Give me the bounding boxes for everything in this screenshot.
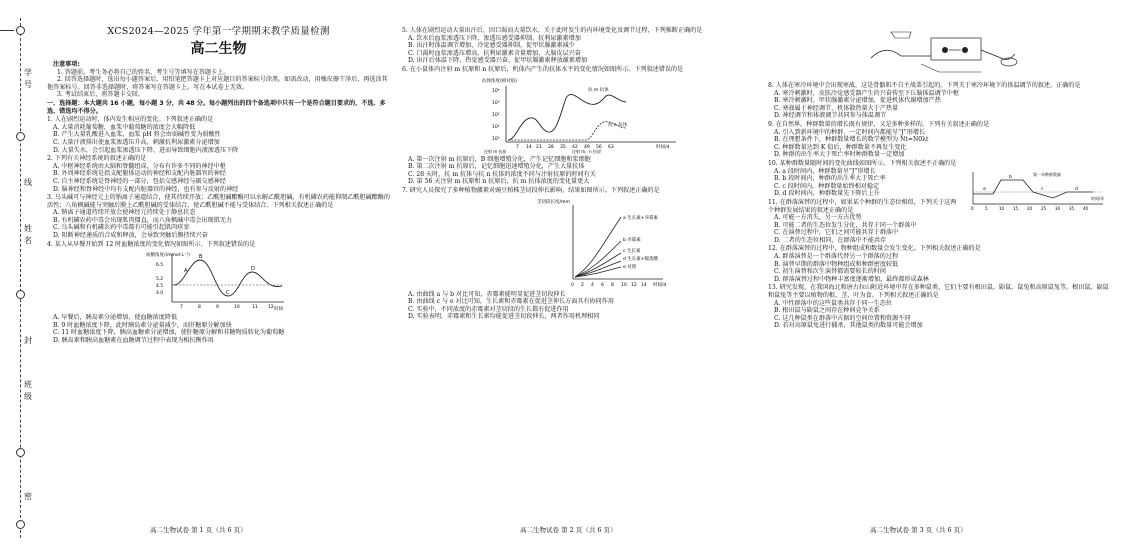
question-stem: 11. 在群落演替的过程中，如果某个种群的生态位相似，下列关于这两个种群发展结果的叙述正确的是	[768, 198, 957, 214]
neuron-body	[962, 47, 968, 53]
binding-label: 班	[24, 380, 32, 389]
binding-label: 姓	[24, 224, 32, 233]
exam-header: XCS2024—2025 学年第一学期期末教学质量检测	[107, 26, 330, 37]
y-tick-label: 5.2	[155, 277, 163, 283]
option-d: D. 若对高原鼠兔进行捕杀，其他鼠类的数量可能会增加	[774, 322, 923, 330]
notice-item: 2. 回答选择题时，选出每小题答案后，用铅笔把答题卡上对应题目的答案标号涂黑。如需改动，用橡皮擦干净后，再选涂其他答案标号。回答非选择题时，将答案写在答题卡上。写在本试卷上无效。	[47, 76, 388, 91]
question-stem: 10. 某种群数量随时间的变化曲线如图所示。下列相关叙述不正确的是	[768, 159, 957, 167]
binding-label: 封	[24, 336, 32, 345]
legend-label: e 对照	[623, 264, 637, 270]
question-stem: 3. 乌头碱可与神经元上的钠离子通道结合，使其持续开放；乙酰胆碱酯酶可以水解乙酰胆碱，有机磷农药能抑制乙酰胆碱酯酶的活性；八角枫碱能与突触后膜上乙酰胆碱的受体结合，使乙酰胆碱不能与受体结合。下列相关叙述正确的是	[47, 194, 390, 209]
option-c: C. 寒战属于神经调节，机体散热量大于产热量	[774, 104, 899, 112]
x-tick-label: 6	[601, 282, 604, 288]
question-6	[402, 66, 760, 186]
option-d: D. 二者的生态位相同，在群落中不能共存	[774, 236, 887, 244]
annotation: 抗 n 抗体	[608, 122, 628, 128]
page-1-column	[47, 26, 390, 531]
y-tick-label: 6.5	[155, 263, 163, 269]
y-axis-label: 血糖浓度/(mmol·L⁻¹)	[145, 253, 190, 259]
option-b: B. 演替早期的群落中物种组成和种群密度较低	[774, 260, 899, 268]
x-tick-label: 7	[179, 305, 183, 311]
x-tick-label: 4	[591, 282, 594, 288]
option-d: D. 第 56 天注射 m 抗原和 n 抗原后，抗 m 抗体浓度的变化量更大	[408, 178, 590, 186]
x-tick-label: 10	[233, 305, 240, 311]
binding-hole	[16, 26, 25, 35]
option-d: D. 群落演替过程中物种丰富度逐渐增加，最终都形成森林	[774, 275, 929, 283]
option-a: A. a 段时间内，种群数量呈“J”形增长	[774, 167, 876, 175]
option-c: C. 乌头碱和有机磷农药中毒都有可能引起肌肉痉挛	[53, 224, 190, 232]
binding-label: 号	[24, 80, 32, 89]
question-4	[47, 241, 390, 345]
segment-label: a	[983, 186, 986, 192]
x-tick-label: 56	[596, 144, 602, 150]
annotation: 注射 m、n 抗原	[572, 148, 601, 154]
curve-a	[575, 217, 621, 277]
binding-label: 学	[24, 68, 32, 77]
option-c: C. 自主神经系统是脊神经的一部分，包括交感神经与副交感神经	[53, 177, 226, 185]
x-tick-label: 15	[1013, 205, 1019, 211]
binding-hole	[16, 448, 25, 457]
notice-item: 3. 考试结束后，将答题卡交回。	[57, 91, 144, 99]
x-tick-label: 20	[1027, 205, 1033, 211]
x-tick-label: 21	[536, 144, 542, 150]
option-b: B. 产生大量乳酸进入血浆，血浆 pH 将会由弱碱性变为弱酸性	[53, 131, 221, 139]
option-c: C. 实验中，不同浓度的赤霉素对茎切段的生长都有促进作用	[408, 305, 569, 313]
question-9	[768, 121, 1113, 159]
option-b: B. 9 时血糖浓度下降，此时胰岛素分泌量减少，而肝糖原分解加快	[53, 321, 232, 329]
neuron-body	[942, 47, 948, 53]
option-d: D. 脑神经和脊神经中均有支配内脏器官的神经，也有参与反射的神经	[53, 185, 239, 193]
question-8	[768, 82, 1113, 120]
x-tick-label: 28	[548, 144, 554, 150]
option-d: D. 出汗后体温下降，热觉感受器兴奋、促甲状腺激素释放激素增加	[408, 57, 588, 65]
option-c: C. 在演替过程中，它们之间可能共存于群落中	[774, 229, 899, 237]
option-a: A. 钠离子通道持续开放会使神经元持续处于静息状态	[53, 209, 196, 217]
x-tick-label: 9	[215, 305, 219, 311]
option-d: D. 神经调节和体液调节共同参与体温调节	[774, 112, 887, 120]
option-b: B. b 段时间内，种群的出生率大于死亡率	[774, 175, 886, 183]
nerve-fiber	[871, 50, 931, 58]
x-tick-label: 12	[267, 305, 274, 311]
binding-dashed-line	[20, 18, 21, 538]
notice-item: 1. 答题前，考生务必将自己的姓名、考生号等填写在答题卡上。	[57, 68, 230, 76]
option-c: C. 初生演替和次生演替都需要较长的时间	[774, 268, 886, 276]
legend-label: 第一年种群数量	[1033, 171, 1061, 177]
spinal-cord-box	[931, 38, 981, 60]
option-a: A. 引入到新环境中的种群，一定时间内都能呈“J”形增长	[774, 128, 926, 136]
x-tick-label: 42	[572, 144, 578, 150]
option-d: D. 阻断神经递质的合成和释放，会导致突触后膜持续兴奋	[53, 232, 208, 240]
section-heading: 一、选择题：本大题共 16 小题，每小题 3 分，共 48 分。每小题列出的四个备选项中只有一个是符合题目要求的，不选、多选、错选均不得分。	[47, 99, 386, 115]
question-stem: 13. 研究发现，在我国海北和唐古拉山附近环境中存在多种鼠类，它们主要有根田鼠、鼢鼠、鼠兔和高原鼠兔等。根田鼠、鼢鼠和鼠兔等主要以植物的根、茎、叶为食。下列相关叙述正确的是	[768, 284, 1109, 300]
page-footer: 高二生物试卷 第 3 页（共 6 页）	[870, 526, 967, 534]
option-d: D. 胰岛素和胰高血糖素在血糖调节过程中表现为相抗衡作用	[53, 337, 214, 345]
option-a: A. 中性群落中的这些鼠类共存于同一生态位	[774, 299, 892, 307]
option-b: B. 寒冷刺激时，甲状腺激素分泌增加，促进机体代谢增加产热	[774, 97, 941, 105]
question-12	[768, 245, 1113, 283]
option-d: D. d 段时间内，种群数量先下降后上升	[774, 190, 880, 198]
option-a: A. 早餐后，胰岛素分泌增加，使血糖浓度降低	[53, 314, 178, 322]
page-footer: 高二生物试卷 第 1 页（共 6 页）	[150, 526, 247, 534]
option-b: B. 第二次注射 m 抗原后，记忆细胞迅速增殖分化，产生大量抗体	[408, 163, 585, 171]
stem-length-chart	[481, 197, 681, 289]
option-a: A. 由曲线 a 与 b 对比可知，赤霉素能明显促进茎切段伸长	[408, 290, 566, 298]
page-2-column	[402, 26, 760, 531]
option-a: A. 大量消耗葡萄糖，血浆中葡萄糖的浓度会大幅降低	[53, 123, 196, 131]
x-tick-label: 12	[631, 282, 637, 288]
question-5	[402, 27, 760, 65]
x-tick-label: 0	[971, 205, 974, 211]
option-c: C. 这几种鼠类在群落中占据的空间位置和资源不同	[774, 314, 911, 322]
option-c: C. 11 时血糖浓度下降，胰高血糖素分泌增加，使肝糖原分解和非糖物质转化为葡萄糖	[53, 329, 285, 337]
x-tick-label: 2	[581, 282, 584, 288]
x-tick-label: 14	[641, 282, 647, 288]
option-d: D. 大量失水，会引起血浆渗透压下降，进而导致细胞内液渗透压下降	[53, 146, 239, 154]
option-c: C. 大量汗液排出使血浆渗透压升高，刺激抗利尿激素分泌增加	[53, 138, 220, 146]
antibody-chart	[476, 76, 686, 154]
option-b: B. 可能二者的生态位发生分化，共存于同一个群落中	[774, 221, 917, 229]
x-tick-label: 7	[516, 144, 519, 150]
y-tick-label: 10²	[492, 112, 500, 118]
segment-label: c	[1041, 186, 1044, 192]
x-tick-label: 30	[1055, 205, 1061, 211]
x-tick-label: 8	[197, 305, 201, 311]
option-d: D. 实验表明，赤霉素和生长素均能促进茎切段伸长，两者作用机理相同	[408, 313, 600, 321]
x-axis-label: 时间	[273, 307, 283, 313]
segment-label: d	[1075, 186, 1078, 192]
nerve-diagram	[861, 28, 1021, 80]
option-c: C. 28 天时，抗 m 抗体与抗 n 抗体的浓度不同与注射抗原的时间有关	[408, 170, 596, 178]
option-c: C. 口渴时血浆渗透压增高、抗利尿激素含量增加、大脑皮层兴奋	[408, 49, 581, 57]
x-tick-label: 0	[571, 282, 574, 288]
question-stem: 2. 下列有关神经系统的叙述正确的是	[47, 155, 147, 163]
option-a: A. 群落演替是一个群落代替另一个群落的过程	[774, 253, 899, 261]
question-stem: 6. 在小鼠体内注射 m 抗原和 n 抗原后，机体内产生的抗体水平的变化情况如图所示。下列叙述错误的是	[402, 65, 684, 73]
question-stem: 5. 人体在剧烈运动大量出汗后，因口渴而大量饮水，关于此时发生的内环境变化及调节过程，下列推断正确的是	[402, 27, 703, 34]
y-tick-label: 10⁰	[492, 136, 500, 142]
option-c: C. 种群数量达到 K 值后，种群数量不再发生变化	[774, 143, 907, 151]
pathway-line	[921, 64, 981, 72]
option-c: C. c 段时间内，种群数量始终相对稳定	[774, 182, 880, 190]
binding-label: 级	[24, 392, 32, 401]
binding-hole	[16, 132, 25, 141]
notice-title: 注意事项:	[53, 61, 80, 68]
x-tick-label: 35	[560, 144, 566, 150]
y-tick-label: 10⁴	[492, 88, 500, 94]
segment-label: b	[1009, 174, 1012, 180]
x-tick-label: 63	[608, 144, 614, 150]
question-1	[47, 116, 390, 154]
x-tick-label: 10	[999, 205, 1005, 211]
point-label: D	[250, 266, 255, 273]
y-tick-label: 4.5	[155, 284, 163, 290]
y-tick-label: 10¹	[492, 124, 500, 130]
option-a: A. 饮水后血浆渗透压下降、渗透压感受器抑制、抗利尿激素增加	[408, 34, 581, 42]
x-axis-label: 时间/年	[1091, 195, 1105, 201]
x-tick-label: 8	[611, 282, 614, 288]
page-title: 高二生物	[190, 41, 247, 57]
annotation: 抗 m 抗体	[588, 87, 609, 93]
binding-hole	[16, 520, 25, 529]
question-7	[402, 187, 760, 321]
x-axis-label: 时间/d	[656, 144, 670, 150]
legend-label: b 赤霉素	[623, 237, 641, 243]
option-b: B. 有机磷农药中毒会出现肌肉僵直，而八角枫碱中毒会出现肌无力	[53, 216, 232, 224]
option-b: B. 在理想条件下，种群数量增长的数学模型为 Nt=N0λt	[774, 136, 929, 144]
annotation: 注射 m 抗原	[484, 148, 507, 154]
point-label: C	[225, 290, 229, 297]
question-stem: 12. 在群落演替的过程中，物种组成和数量会发生变化。下列相关叙述正确的是	[768, 245, 981, 253]
x-tick-label: 11	[251, 305, 258, 311]
option-a: A. 第一次注射 m 抗原后，B 细胞增殖分化，产生记忆细胞和浆细胞	[408, 155, 591, 163]
point-label: A	[183, 268, 187, 275]
option-a: A. 中枢神经系统由大脑和脊髓组成，分布有许多不同的神经中枢	[53, 162, 226, 170]
x-tick-label: 5	[985, 205, 988, 211]
y-tick-label: 4.0	[155, 291, 163, 297]
page-3-column	[768, 26, 1113, 531]
x-tick-label: 25	[1041, 205, 1047, 211]
question-2	[47, 155, 390, 193]
x-tick-label: 35	[1069, 205, 1075, 211]
notice-block	[47, 61, 390, 99]
binding-label: 线	[24, 178, 32, 187]
point-label: B	[198, 254, 202, 261]
question-stem: 1. 人在剧烈运动时，体内发生相应的变化。下列叙述正确的是	[47, 116, 214, 124]
legend-label: d 生长素+脱落酸	[623, 256, 659, 262]
blood-glucose-chart	[144, 250, 294, 312]
binding-margin	[0, 0, 36, 548]
question-13	[768, 284, 1113, 330]
receptor	[891, 32, 911, 38]
y-axis-label: 茎切段长度/mm	[537, 199, 570, 205]
binding-hole	[16, 290, 25, 299]
option-b: B. 根田鼠与鼢鼠之间存在种间竞争关系	[774, 307, 880, 315]
x-tick-label: 49	[584, 144, 590, 150]
question-stem: 8. 人体在寒冷环境中会出现寒战，这是骨骼肌不自主战栗引起的。下列关于寒冷环境下的体温调节的叙述，正确的是	[768, 82, 1081, 89]
binding-label: 密	[24, 492, 32, 501]
option-d: D. 种群的出生率大于死亡率时种群数量一定增加	[774, 151, 905, 159]
legend-label: c 生长素	[623, 248, 641, 254]
x-tick-label: 40	[1083, 205, 1089, 211]
binding-label: 名	[24, 236, 32, 245]
x-tick-label: 14	[526, 144, 532, 150]
option-b: B. 外周神经系统是指支配躯体运动的神经和支配内脏器官的神经	[53, 170, 226, 178]
question-stem: 4. 某人从早餐开始到 12 时血糖浓度的变化情况如图所示。下列叙述错误的是	[47, 240, 256, 248]
legend-label: a 生长素+赤霉素	[623, 215, 658, 221]
page-footer: 高二生物试卷 第 2 页（共 6 页）	[520, 526, 617, 534]
x-axis-label: 时间/d	[653, 282, 667, 288]
y-tick-label: 10³	[492, 100, 500, 106]
question-stem: 9. 在自然界，种群数量的增长既有规律，又是多种多样的。下列有关叙述正确的是	[768, 120, 990, 128]
question-stem: 7. 研究人员探究了多种植物激素对豌豆植株茎切段伸长影响，结果如图所示。下列叙述正确的是	[402, 186, 660, 194]
question-3	[47, 194, 390, 240]
binding-stub-line	[0, 30, 14, 31]
population-chart	[963, 168, 1113, 214]
option-b: B. 由曲线 c 与 e 对比可知，生长素和赤霉素在促进茎伸长方面具有协同作用	[408, 298, 614, 306]
option-a: A. 寒冷刺激时，皮肤冷觉感受器产生的兴奋传至下丘脑体温调节中枢	[774, 89, 959, 97]
x-tick-label: 10	[621, 282, 627, 288]
anti-m-curve	[508, 94, 626, 140]
y-axis-label: 抗体浓度(相对值)	[482, 78, 518, 84]
option-a: A. 可能一方消失，另一方占优势	[774, 214, 862, 222]
option-b: B. 出汗时体温调节增加，冷觉感受器抑制，促甲状腺激素减少	[408, 42, 575, 50]
